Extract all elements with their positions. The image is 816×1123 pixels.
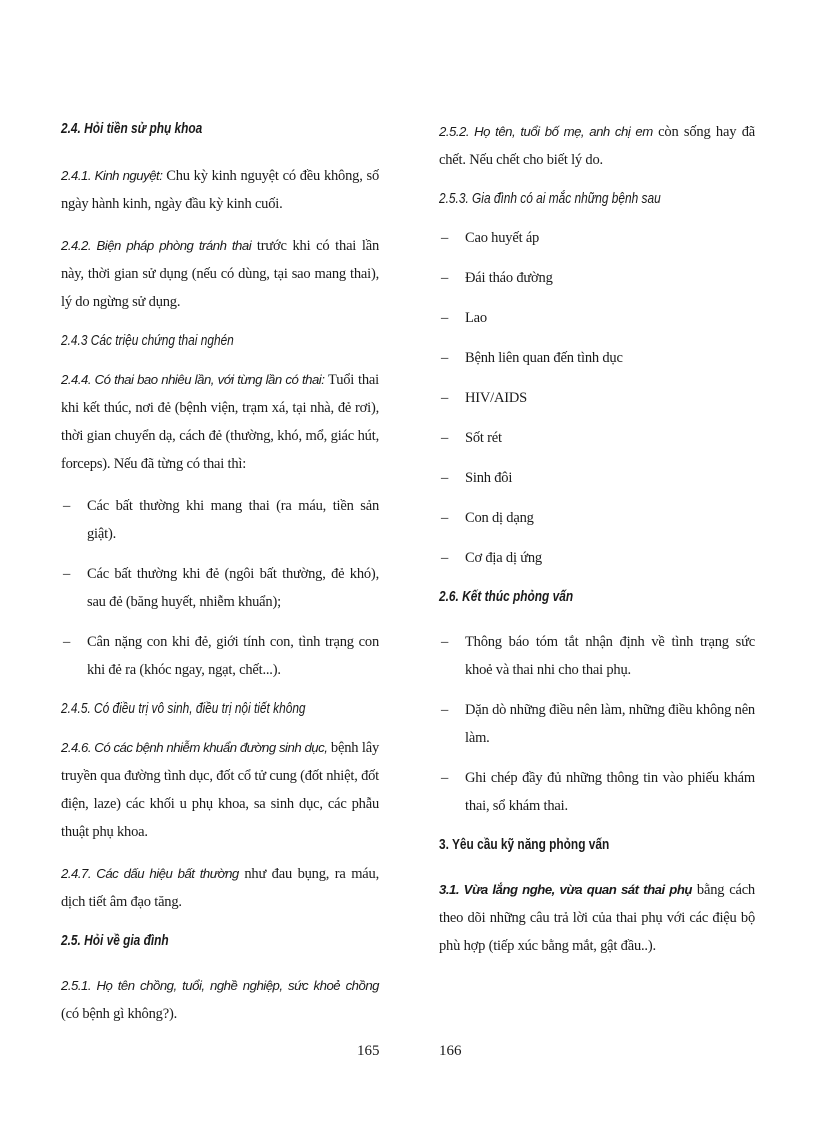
- para-2-4-7-text: như đau bụng, ra máu, dịch tiết âm đạo tăng.: [61, 866, 379, 910]
- list-item: – Sốt rét: [439, 424, 755, 452]
- para-2-4-2-text: trước khi có thai lần này, thời gian sử dụng (nếu có dùng, tại sao mang thai), lý do ngừng sử dụng.: [61, 238, 379, 310]
- para-2-4-7: [61, 860, 379, 916]
- list-2-6: [439, 628, 755, 820]
- list-item: – Cân nặng con khi đẻ, giới tính con, tình trạng con khi đẻ ra (khóc ngay, ngạt, chết...).: [61, 628, 379, 684]
- list-item: – Dặn dò những điều nên làm, những điều không nên làm.: [439, 696, 755, 752]
- para-2-4-6-lead: 2.4.6. Có các bệnh nhiễm khuẩn đường sinh dục,: [61, 740, 328, 755]
- para-2-5-2-text: còn sống hay đã chết. Nếu chết cho biết lý do.: [439, 124, 755, 168]
- left-page-column: [61, 118, 379, 1042]
- list-item: – Sinh đôi: [439, 464, 755, 492]
- heading-3: 3. Yêu cầu kỹ năng phỏng vấn: [439, 837, 610, 853]
- heading-2-4: 2.4. Hỏi tiền sử phụ khoa: [61, 121, 203, 137]
- heading-2-4-3: 2.4.3 Các triệu chứng thai nghén: [61, 333, 234, 349]
- list-item: – Cơ địa dị ứng: [439, 544, 755, 572]
- para-2-5-1-lead: 2.5.1. Họ tên chồng, tuổi, nghề nghiệp, sức khoẻ chồng: [61, 978, 379, 993]
- heading-2-4-5: 2.4.5. Có điều trị vô sinh, điều trị nội tiết không: [61, 701, 306, 717]
- page-number-left: 165: [357, 1043, 380, 1059]
- list-item: – Các bất thường khi mang thai (ra máu, tiền sản giật).: [61, 492, 379, 548]
- para-2-5-2: [439, 118, 755, 174]
- para-3-1: [439, 876, 755, 960]
- para-2-4-6: [61, 734, 379, 846]
- para-3-1-text: bằng cách theo dõi những câu trả lời của thai phụ với các điệu bộ phù hợp (tiếp xúc bằng mắt, gật đầu..).: [439, 882, 755, 954]
- list-item: – Thông báo tóm tắt nhận định về tình trạng sức khoẻ và thai nhi cho thai phụ.: [439, 628, 755, 684]
- list-item: – Lao: [439, 304, 755, 332]
- para-2-5-1: [61, 972, 379, 1028]
- list-item: – HIV/AIDS: [439, 384, 755, 412]
- para-2-4-4-lead: 2.4.4. Có thai bao nhiêu lần, với từng lần có thai:: [61, 372, 325, 387]
- list-item: – Cao huyết áp: [439, 224, 755, 252]
- list-item: – Ghi chép đầy đủ những thông tin vào phiếu khám thai, sổ khám thai.: [439, 764, 755, 820]
- heading-2-6: 2.6. Kết thúc phỏng vấn: [439, 589, 574, 605]
- para-3-1-lead: 3.1. Vừa lắng nghe, vừa quan sát thai phụ: [439, 882, 692, 897]
- page-number-right: 166: [439, 1043, 462, 1059]
- list-2-5-3: [439, 224, 755, 572]
- para-2-4-1-text: Chu kỳ kinh nguyệt có đều không, số ngày hành kinh, ngày đầu kỳ kinh cuối.: [61, 168, 379, 212]
- para-2-4-2: [61, 232, 379, 316]
- list-item: – Đái tháo đường: [439, 264, 755, 292]
- para-2-4-7-lead: 2.4.7. Các dấu hiệu bất thường: [61, 866, 239, 881]
- para-2-4-4-text: Tuổi thai khi kết thúc, nơi đẻ (bệnh viện, trạm xá, tại nhà, đẻ rơi), thời gian chuyển dạ, cách đẻ (thường, khó, mổ, giác hút, forceps). Nếu đã từng có thai thì:: [61, 372, 379, 472]
- para-2-4-2-lead: 2.4.2. Biện pháp phòng tránh thai: [61, 238, 252, 253]
- para-2-4-6-text: bệnh lây truyền qua đường tình dục, đốt cổ tử cung (đốt nhiệt, đốt điện, laze) các khối u phụ khoa, sa sinh dục, các phẫu thuật phụ khoa.: [61, 740, 379, 840]
- para-2-5-2-lead: 2.5.2. Họ tên, tuổi bố mẹ, anh chị em: [439, 124, 653, 139]
- list-item: – Con dị dạng: [439, 504, 755, 532]
- list-item: – Các bất thường khi đẻ (ngôi bất thường, đẻ khó), sau đẻ (băng huyết, nhiễm khuẩn);: [61, 560, 379, 616]
- list-2-4-4: [61, 492, 379, 684]
- right-page-column: [439, 118, 755, 974]
- para-2-4-1-lead: 2.4.1. Kinh nguyệt:: [61, 168, 163, 183]
- heading-2-5: 2.5. Hỏi về gia đình: [61, 933, 169, 949]
- list-item: – Bệnh liên quan đến tình dục: [439, 344, 755, 372]
- para-2-4-1: [61, 162, 379, 218]
- para-2-5-1-text: (có bệnh gì không?).: [61, 1006, 177, 1022]
- heading-2-5-3: 2.5.3. Gia đình có ai mắc những bệnh sau: [439, 191, 661, 207]
- para-2-4-4: [61, 366, 379, 478]
